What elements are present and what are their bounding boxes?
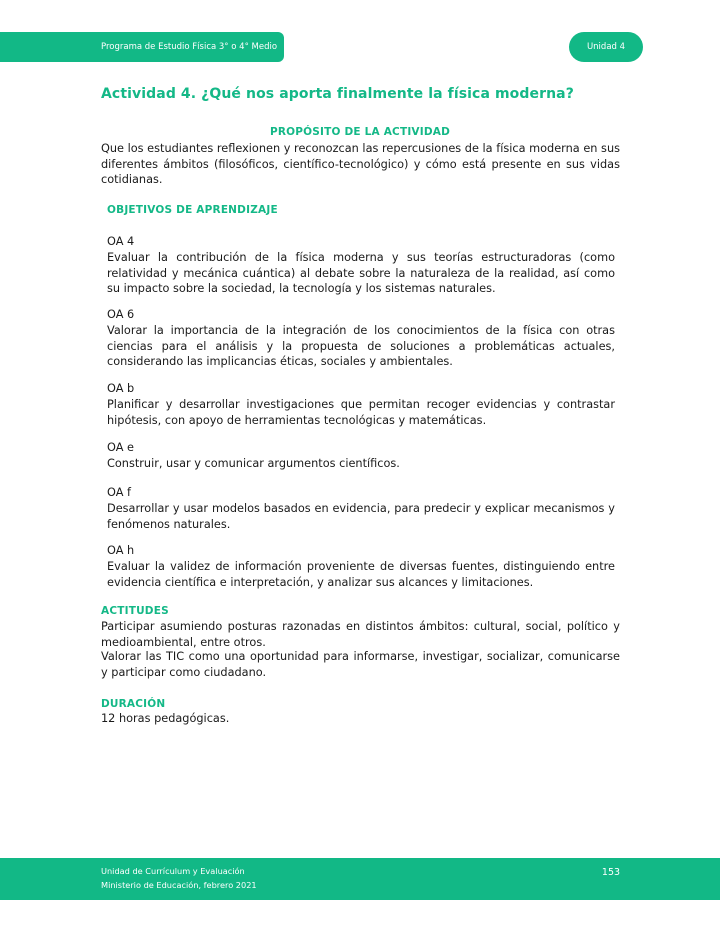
duration-heading: DURACIÓN xyxy=(101,698,166,710)
objective-item xyxy=(107,543,615,590)
objective-code: OA h xyxy=(107,544,135,557)
activity-title: Actividad 4. ¿Qué nos aporta finalmente la física moderna? xyxy=(101,86,574,102)
objective-item xyxy=(107,234,615,297)
footer-band xyxy=(0,858,720,900)
duration-text: 12 horas pedagógicas. xyxy=(101,712,230,725)
objective-code: OA 6 xyxy=(107,308,135,321)
attitude-text: Participar asumiendo posturas razonadas en distintos ámbitos: cultural, social, político y medioambiental, entre otros. xyxy=(101,620,620,649)
unit-badge: Unidad 4 xyxy=(569,32,643,62)
objective-code: OA 4 xyxy=(107,235,135,248)
objective-text: Valorar la importancia de la integración de los conocimientos de la física con otras ciencias para el análisis y la propuesta de soluciones a problemáticas actuales, considerando las implicancias éticas, sociales y ambientales. xyxy=(107,324,615,368)
footer-unit: Unidad de Currículum y Evaluación xyxy=(101,866,245,876)
objective-item xyxy=(107,485,615,532)
objective-text: Evaluar la contribución de la física moderna y sus teorías estructuradoras (como relatividad y mecánica cuántica) al debate sobre la naturaleza de la realidad, así como su impacto sobre la sociedad, la tecnología y los sistemas naturales. xyxy=(107,251,615,295)
objective-code: OA e xyxy=(107,441,134,454)
program-title: Programa de Estudio Física 3° o 4° Medio xyxy=(101,42,278,52)
attitudes-heading: ACTITUDES xyxy=(101,605,169,617)
objectives-heading: OBJETIVOS DE APRENDIZAJE xyxy=(107,204,278,216)
objective-code: OA b xyxy=(107,382,135,395)
attitude-text: Valorar las TIC como una oportunidad para informarse, investigar, socializar, comunicarse y participar como ciudadano. xyxy=(101,650,620,679)
purpose-heading: PROPÓSITO DE LA ACTIVIDAD xyxy=(269,126,451,138)
objective-text: Evaluar la validez de información proveniente de diversas fuentes, distinguiendo entre evidencia científica e interpretación, y analizar sus alcances y limitaciones. xyxy=(107,560,615,589)
objective-text: Construir, usar y comunicar argumentos científicos. xyxy=(107,457,400,470)
objective-code: OA f xyxy=(107,486,131,499)
page-number: 153 xyxy=(601,867,621,878)
footer-ministry: Ministerio de Educación, febrero 2021 xyxy=(101,880,257,890)
objective-item xyxy=(107,381,615,428)
purpose-text: Que los estudiantes reflexionen y reconozcan las repercusiones de la física moderna en sus diferentes ámbitos (filosóficos, científico-tecnológico) y cómo está presente en sus vidas cotidianas. xyxy=(101,142,620,186)
objective-text: Planificar y desarrollar investigaciones que permitan recoger evidencias y contrastar hipótesis, con apoyo de herramientas tecnológicas y matemáticas. xyxy=(107,398,615,427)
objective-text: Desarrollar y usar modelos basados en evidencia, para predecir y explicar mecanismos y fenómenos naturales. xyxy=(107,502,615,531)
objective-item xyxy=(107,307,615,370)
objective-item xyxy=(107,440,615,472)
